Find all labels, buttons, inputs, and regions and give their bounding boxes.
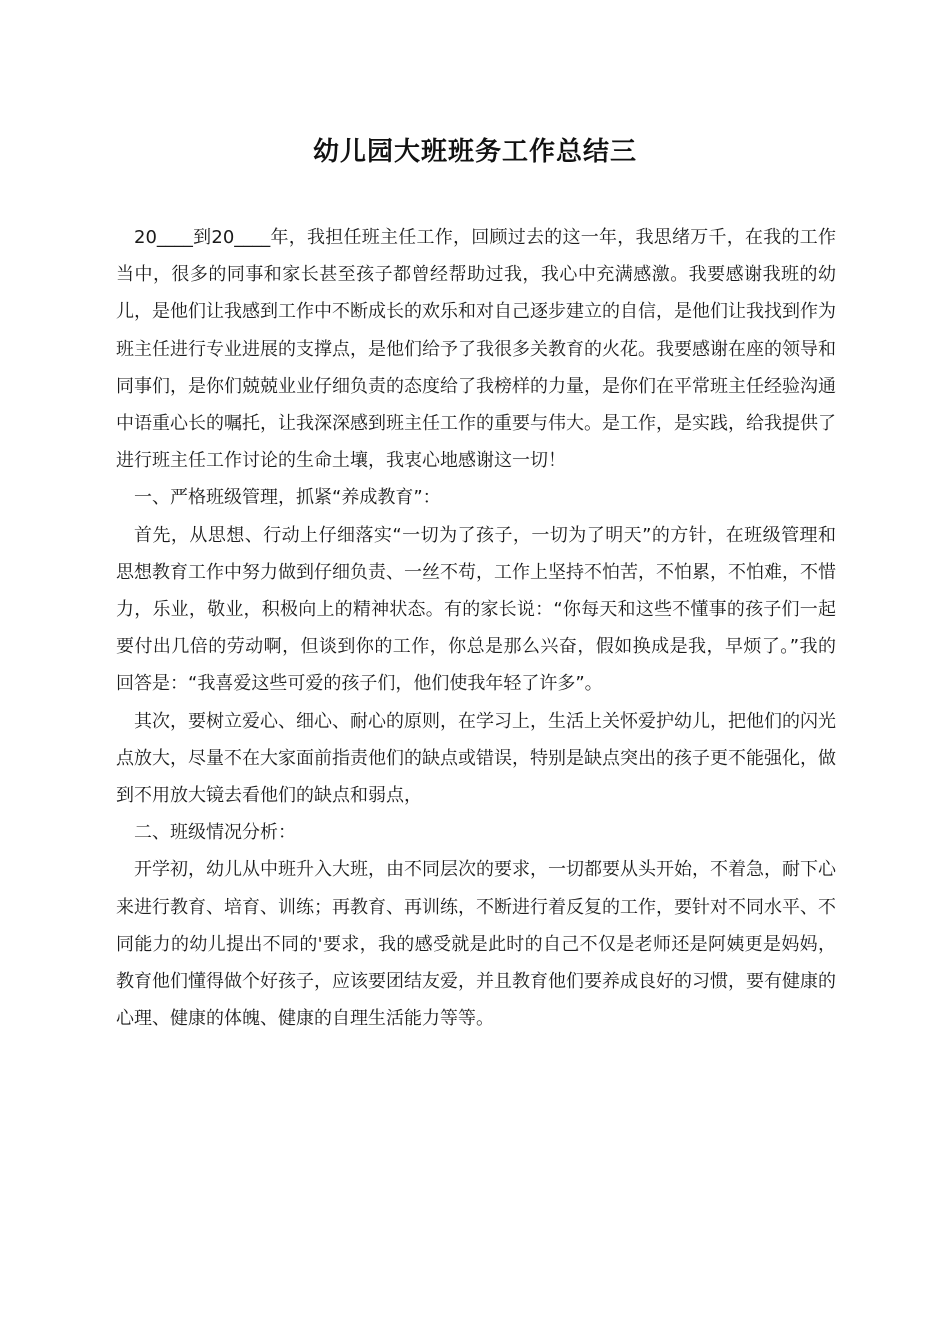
paragraph-second: 其次，要树立爱心、细心、耐心的原则，在学习上，生活上关怀爱护幼儿，把他们的闪光点放大，尽量不在大家面前指责他们的缺点或错误，特别是缺点突出的孩子更不能强化，做到不用放大镜去看他们的缺点和弱点， [116, 710, 836, 807]
paragraph-intro: 20____到20____年，我担任班主任工作，回顾过去的这一年，我思绪万千，在我的工作当中，很多的同事和家长甚至孩子都曾经帮助过我，我心中充满感激。我要感谢我班的幼儿，是他们让我感到工作中不断成长的欢乐和对自己逐步建立的自信，是他们让我找到作为班主任进行专业进展的支撑点，是他们给予了我很多关教育的火花。我要感谢在座的领导和同事们，是你们兢兢业业仔细负责的态度给了我榜样的力量，是你们在平常班主任经验沟通中语重心长的嘱托，让我深深感到班主任工作的重要与伟大。是工作，是实践，给我提供了进行班主任工作讨论的生命土壤，我衷心地感谢这一切！ [116, 227, 836, 472]
section-heading-1: 一、严格班级管理，抓紧“养成教育”： [134, 487, 441, 509]
section-heading-2: 二、班级情况分析： [134, 822, 296, 844]
paragraph-first: 首先，从思想、行动上仔细落实“一切为了孩子，一切为了明天”的方针，在班级管理和思想教育工作中努力做到仔细负责、一丝不苟，工作上坚持不怕苦，不怕累，不怕难，不惜力，乐业，敬业，积极向上的精神状态。有的家长说：“你每天和这些不懂事的孩子们一起要付出几倍的劳动啊，但谈到你的工作，你总是那么兴奋，假如换成是我，早烦了。”我的回答是：“我喜爱这些可爱的孩子们，他们使我年轻了许多”。 [116, 524, 836, 695]
document-title: 幼儿园大班班务工作总结三 [312, 137, 637, 167]
document-body [116, 219, 836, 1037]
paragraph-analysis: 开学初，幼儿从中班升入大班，由不同层次的要求，一切都要从头开始，不着急，耐下心来进行教育、培育、训练；再教育、再训练，不断进行着反复的工作，要针对不同水平、不同能力的幼儿提出不同的'要求，我的感受就是此时的自己不仅是老师还是阿姨更是妈妈，教育他们懂得做个好孩子，应该要团结友爱，并且教育他们要养成良好的习惯，要有健康的心理、健康的体魄、健康的自理生活能力等等。 [116, 859, 836, 1030]
